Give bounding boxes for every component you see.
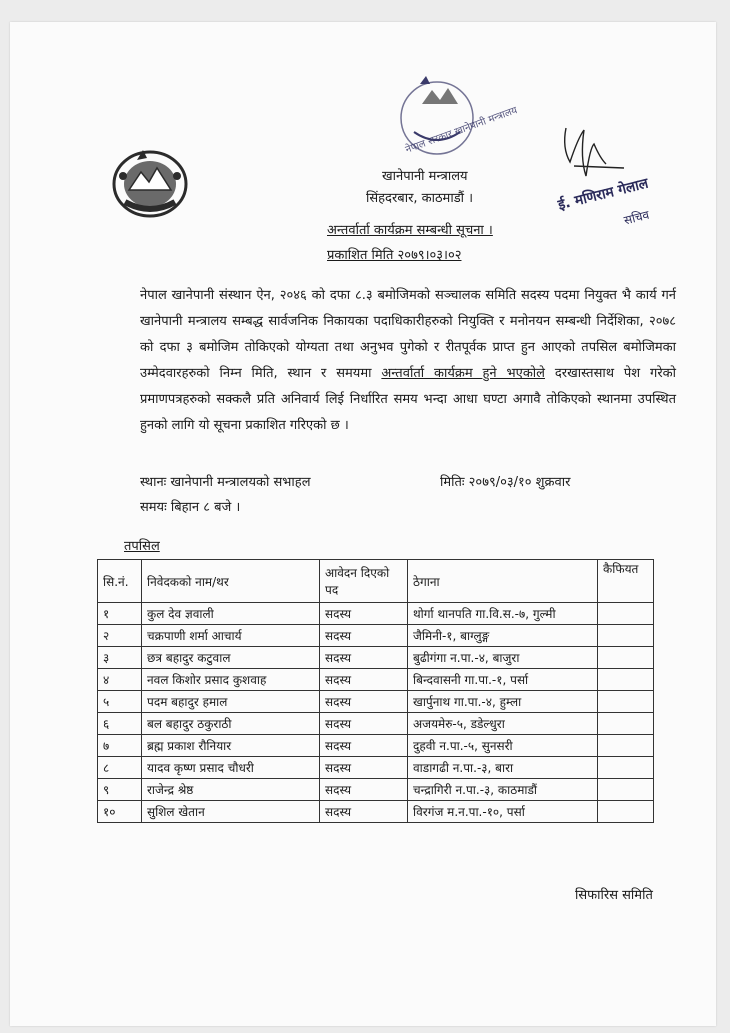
cell-address: बुढीगंगा न.पा.-४, बाजुरा <box>408 647 598 669</box>
cell-address: विरगंज म.न.पा.-१०, पर्सा <box>408 801 598 823</box>
table-row <box>98 757 654 779</box>
interview-date: मितिः २०७९/०३/१० शुक्रवार <box>440 475 571 490</box>
table-caption: तपसिल <box>124 539 160 554</box>
venue: स्थानः खानेपानी मन्त्रालयको सभाहल <box>140 475 311 490</box>
signatory-name: ई. मणिराम गेलाल <box>556 175 650 214</box>
cell-sn: ५ <box>98 691 142 713</box>
cell-sn: ९ <box>98 779 142 801</box>
cell-sn: ३ <box>98 647 142 669</box>
cell-address: खार्पुनाथ गा.पा.-४, हुम्ला <box>408 691 598 713</box>
cell-remarks <box>598 801 654 823</box>
cell-name: कुल देव ज्ञवाली <box>142 603 320 625</box>
cell-name: छत्र बहादुर कटुवाल <box>142 647 320 669</box>
signatory-title: सचिव <box>622 207 651 228</box>
cell-remarks <box>598 735 654 757</box>
cell-sn: १० <box>98 801 142 823</box>
cell-address: अजयमेरु-५, डडेल्धुरा <box>408 713 598 735</box>
cell-name: सुशिल खेतान <box>142 801 320 823</box>
cell-name: पदम बहादुर हमाल <box>142 691 320 713</box>
cell-address: वाडागढी न.पा.-३, बारा <box>408 757 598 779</box>
cell-post: सदस्य <box>320 779 408 801</box>
cell-post: सदस्य <box>320 735 408 757</box>
cell-post: सदस्य <box>320 603 408 625</box>
signature-icon <box>560 108 630 188</box>
cell-address: जैमिनी-१, बाग्लुङ्ग <box>408 625 598 647</box>
cell-remarks <box>598 691 654 713</box>
cell-sn: ७ <box>98 735 142 757</box>
header-name: निवेदकको नाम/थर <box>142 560 320 603</box>
cell-remarks <box>598 779 654 801</box>
seal-text: नेपाल सरकार खानेपानी मन्त्रालय <box>404 105 519 156</box>
cell-address: चन्द्रागिरी न.पा.-३, काठमाडौं <box>408 779 598 801</box>
table-row <box>98 691 654 713</box>
recommendation-committee: सिफारिस समिति <box>575 888 653 903</box>
cell-sn: ८ <box>98 757 142 779</box>
cell-name: नवल किशोर प्रसाद कुशवाह <box>142 669 320 691</box>
table-row <box>98 801 654 823</box>
table-row <box>98 625 654 647</box>
cell-post: सदस्य <box>320 757 408 779</box>
cell-post: सदस्य <box>320 647 408 669</box>
ministry-name: खानेपानी मन्त्रालय <box>382 169 468 184</box>
cell-sn: ४ <box>98 669 142 691</box>
cell-name: बल बहादुर ठकुराठी <box>142 713 320 735</box>
interview-time: समयः बिहान ८ बजे । <box>140 500 241 515</box>
table-row <box>98 603 654 625</box>
cell-name: चक्रपाणी शर्मा आचार्य <box>142 625 320 647</box>
cell-address: बिन्दवासनी गा.पा.-१, पर्सा <box>408 669 598 691</box>
cell-name: ब्रह्म प्रकाश रौनियार <box>142 735 320 757</box>
cell-sn: १ <box>98 603 142 625</box>
cell-post: सदस्य <box>320 691 408 713</box>
cell-address: दुहवी न.पा.-५, सुनसरी <box>408 735 598 757</box>
cell-post: सदस्य <box>320 625 408 647</box>
header-remarks: कैफियत <box>598 560 654 603</box>
cell-sn: ६ <box>98 713 142 735</box>
notice-body-part2: दरखास्तसाथ पेश गरेको प्रमाणपत्रहरुको सक्कलै प्रति अनिवार्य लिई निर्धारित समय भन्दा आधा घण्टा अगावै तोकिएको स्थानमा उपस्थित हुनको लागि यो सूचना प्रकाशित गरिएको छ । <box>140 366 676 433</box>
cell-address: थोर्गा थानपति गा.वि.स.-७, गुल्मी <box>408 603 598 625</box>
notice-body <box>140 283 676 439</box>
table-row <box>98 779 654 801</box>
cell-post: सदस्य <box>320 669 408 691</box>
cell-name: राजेन्द्र श्रेष्ठ <box>142 779 320 801</box>
table-row <box>98 669 654 691</box>
cell-remarks <box>598 603 654 625</box>
candidate-table <box>97 559 654 823</box>
table-header-row <box>98 560 654 603</box>
notice-title: अन्तर्वार्ता कार्यक्रम सम्बन्धी सूचना । <box>327 223 493 238</box>
cell-post: सदस्य <box>320 801 408 823</box>
cell-remarks <box>598 713 654 735</box>
published-date: प्रकाशित मिति २०७९।०३।०२ <box>327 248 462 263</box>
header-address: ठेगाना <box>408 560 598 603</box>
cell-post: सदस्य <box>320 713 408 735</box>
notice-body-part1: नेपाल खानेपानी संस्थान ऐन, २०४६ को दफा ८.३ बमोजिमको सञ्चालक समिति सदस्य पदमा नियुक्त भै कार्य गर्न खानेपानी मन्त्रालय सम्बद्ध सार्वजनिक निकायका पदाधिकारीहरुको नियुक्ति र मनोनयन सम्बन्धी निर्देशिका, २०७८ को दफा ३ बमोजिम तोकिएको योग्यता तथा अनुभव पुगेको र रीतपूर्वक प्राप्त हुन आएको तपसिल बमोजिमका उम्मेदवारहरुको निम्न मिति, स्थान र समयमा <box>140 288 676 381</box>
cell-remarks <box>598 669 654 691</box>
table-row <box>98 735 654 757</box>
nepal-emblem-icon <box>107 146 193 222</box>
ministry-address: सिंहदरबार, काठमाडौं । <box>366 191 474 206</box>
header-post: आवेदन दिएको पद <box>320 560 408 603</box>
cell-remarks <box>598 647 654 669</box>
cell-remarks <box>598 757 654 779</box>
table-row <box>98 713 654 735</box>
cell-name: यादव कृष्ण प्रसाद चौधरी <box>142 757 320 779</box>
table-row <box>98 647 654 669</box>
header-sn: सि.नं. <box>98 560 142 603</box>
cell-sn: २ <box>98 625 142 647</box>
notice-body-underlined: अन्तर्वार्ता कार्यक्रम हुने भएकोले <box>381 366 545 381</box>
cell-remarks <box>598 625 654 647</box>
